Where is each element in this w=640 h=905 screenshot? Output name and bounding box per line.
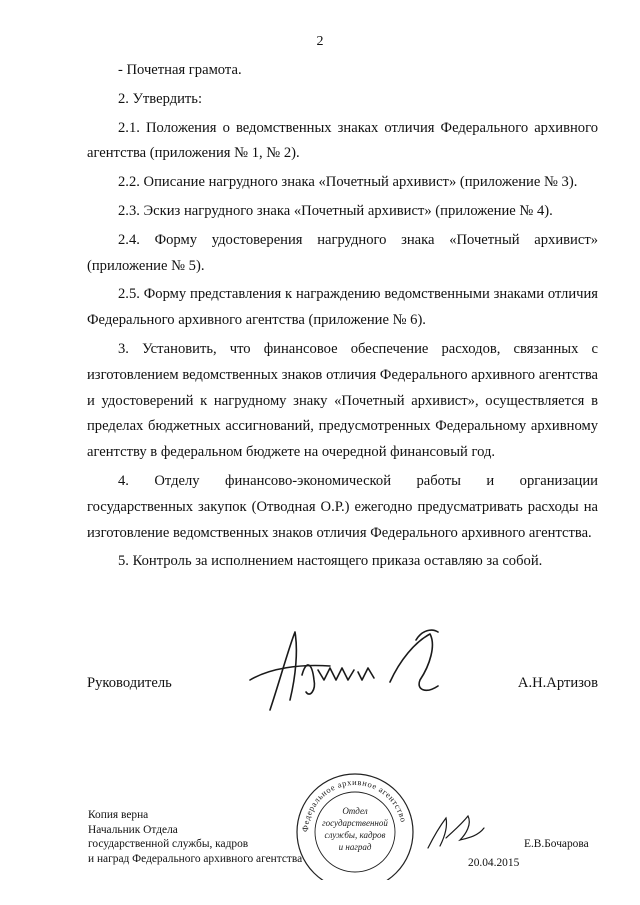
signer-name: А.Н.Артизов bbox=[517, 675, 598, 691]
svg-text:службы, кадров: службы, кадров bbox=[324, 830, 386, 840]
svg-text:государственной: государственной bbox=[322, 818, 388, 828]
copy-certification bbox=[88, 808, 302, 866]
copy-line: государственной службы, кадров bbox=[88, 838, 249, 850]
paragraph: 4. Отделу финансово-экономической работы и организации государственных закупок (Отводная О.Р.) ежегодно предусматривать расходы на изготовление ведомственных знаков отличия Федерального архивного агентства. bbox=[87, 472, 598, 541]
copy-line: Копия верна bbox=[88, 809, 149, 821]
page-number: 2 bbox=[316, 34, 324, 49]
paragraph: 2.5. Форму представления к награждению ведомственными знаками отличия Федерального архивного агентства (приложение № 6). bbox=[87, 286, 598, 329]
svg-text:Отдел: Отдел bbox=[342, 806, 368, 816]
document-body bbox=[87, 58, 598, 578]
round-stamp bbox=[290, 770, 420, 880]
certifier-name: Е.В.Бочарова bbox=[524, 838, 589, 850]
paragraph: 2.4. Форму удостоверения нагрудного знака «Почетный архивист» (приложение № 5). bbox=[87, 231, 598, 274]
paragraph: 2. Утвердить: bbox=[118, 90, 203, 107]
signer-role: Руководитель bbox=[87, 675, 172, 691]
paragraph: 2.1. Положения о ведомственных знаках отличия Федерального архивного агентства (приложения № 1, № 2). bbox=[87, 119, 598, 162]
paragraph: - Почетная грамота. bbox=[118, 62, 242, 78]
paragraph: 3. Установить, что финансовое обеспечение расходов, связанных с изготовлением ведомственных знаков отличия Федерального архивного агентства и удостоверений к нагрудному знаку «Почетный архивист», осуществляется в пределах бюджетных ассигнований, предусмотренных Федеральному архивному агентству в федеральном бюджете на очередной финансовый год. bbox=[87, 340, 598, 461]
svg-text:и наград: и наград bbox=[338, 842, 372, 852]
paragraph: 2.3. Эскиз нагрудного знака «Почетный архивист» (приложение № 4). bbox=[118, 202, 553, 219]
certification-date: 20.04.2015 bbox=[468, 857, 520, 869]
svg-text:Федеральное архивное агентство: Федеральное архивное агентство bbox=[299, 776, 409, 833]
copy-line: и наград Федерального архивного агентства bbox=[88, 852, 303, 865]
handwritten-signature bbox=[240, 620, 460, 720]
paragraph: 2.2. Описание нагрудного знака «Почетный архивист» (приложение № 3). bbox=[118, 174, 578, 191]
copy-line: Начальник Отдела bbox=[88, 823, 178, 836]
paragraph: 5. Контроль за исполнением настоящего приказа оставляю за собой. bbox=[118, 553, 543, 570]
handwritten-signature-small bbox=[420, 808, 490, 853]
